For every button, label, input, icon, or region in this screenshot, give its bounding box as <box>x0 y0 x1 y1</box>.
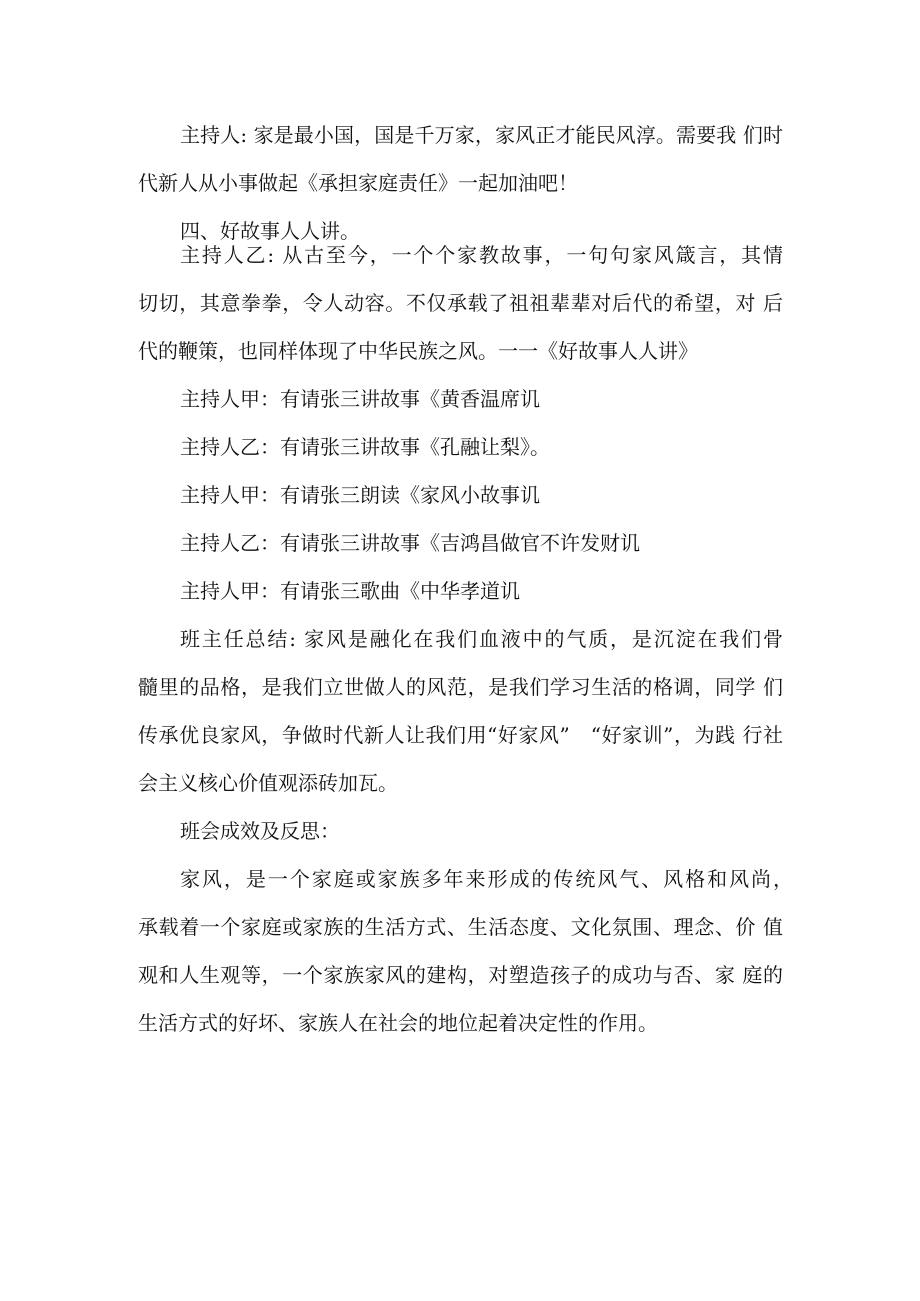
program-item-5: 主持人甲：有请张三歌曲《中华孝道讥 <box>180 579 520 603</box>
program-item-1: 主持人甲：有请张三讲故事《黄香温席讥 <box>180 387 540 411</box>
program-item-3: 主持人甲：有请张三朗读《家风小故事讥 <box>180 483 540 507</box>
program-item-4: 主持人乙：有请张三讲故事《吉鸿昌做官不许发财讥 <box>180 531 640 555</box>
program-item-2: 主持人乙：有请张三讲故事《孔融让梨》。 <box>180 435 550 459</box>
reflection-heading: 班会成效及反思： <box>180 819 340 843</box>
host-b-paragraph: 主持人乙: 从古至今，一个个家教故事，一句句家风箴言，其情 切切，其意拳拳，令人动容。不仅承载了祖祖辈辈对后代的希望，对 后代的鞭策，也同样体现了中华民族之风。一一《好故事人人讲》 <box>138 243 823 363</box>
reflection-paragraph: 家风，是一个家庭或家族多年来形成的传统风气、风格和风尚， 承载着一个家庭或家族的生活方式、生活态度、文化氛围、理念、价 值观和人生观等，一个家族家风的建构，对塑造孩子的成功与否、家 庭的生活方式的好坏、家族人在社会的地位起着决定性的作用。 <box>138 867 823 1035</box>
teacher-summary-paragraph: 班主任总结: 家风是融化在我们血液中的气质，是沉淀在我们骨 髓里的品格，是我们立世做人的风范，是我们学习生活的格调，同学 们传承优良家风，争做时代新人让我们用“好家风” “好家训”，为践 行社会主义核心价值观添砖加瓦。 <box>138 627 823 795</box>
host-intro-paragraph: 主持人: 家是最小国，国是千万家，家风正才能民风淳。需要我 们时代新人从小事做起《承担家庭责任》一起加油吧！ <box>138 123 783 195</box>
section-heading-stories: 四、好故事人人讲。 <box>180 219 360 243</box>
